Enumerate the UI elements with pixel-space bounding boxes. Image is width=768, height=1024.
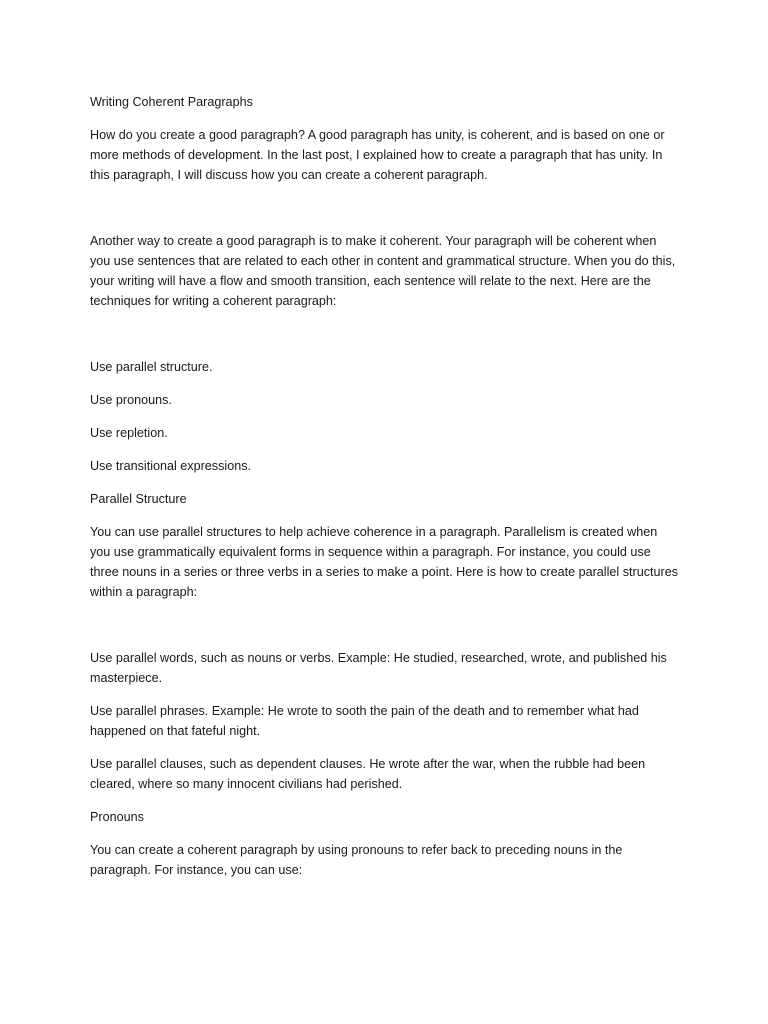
pronouns-heading: Pronouns bbox=[90, 810, 144, 824]
document-page bbox=[90, 92, 680, 893]
parallel-item: Use parallel clauses, such as dependent clauses. He wrote after the war, when the rubble had been cleared, where so many innocent civilians had perished. bbox=[90, 757, 646, 791]
parallel-structure-heading: Parallel Structure bbox=[90, 492, 187, 506]
technique-item: Use pronouns. bbox=[90, 393, 172, 407]
technique-item: Use parallel structure. bbox=[90, 360, 213, 374]
blank-line bbox=[90, 615, 680, 648]
blank-line bbox=[90, 198, 680, 231]
parallel-item: Use parallel phrases. Example: He wrote to sooth the pain of the death and to remember what had happened on that fateful night. bbox=[90, 704, 639, 738]
technique-item: Use repletion. bbox=[90, 426, 168, 440]
technique-item: Use transitional expressions. bbox=[90, 459, 251, 473]
document-title: Writing Coherent Paragraphs bbox=[90, 95, 253, 109]
parallel-item: Use parallel words, such as nouns or verbs. Example: He studied, researched, wrote, and published his masterpiece. bbox=[90, 651, 667, 685]
coherence-paragraph: Another way to create a good paragraph is to make it coherent. Your paragraph will be coherent when you use sentences that are related to each other in content and grammatical structure. When you do this, your writing will have a flow and smooth transition, each sentence will relate to the next. Here are the techniques for writing a coherent paragraph: bbox=[90, 234, 676, 308]
blank-line bbox=[90, 324, 680, 357]
intro-paragraph: How do you create a good paragraph? A good paragraph has unity, is coherent, and is based on one or more methods of development. In the last post, I explained how to create a paragraph that has unity. In this paragraph, I will discuss how you can create a coherent paragraph. bbox=[90, 128, 665, 182]
pronouns-paragraph: You can create a coherent paragraph by using pronouns to refer back to preceding nouns in the paragraph. For instance, you can use: bbox=[90, 843, 623, 877]
parallel-structure-paragraph: You can use parallel structures to help achieve coherence in a paragraph. Parallelism is created when you use grammatically equivalent forms in sequence within a paragraph. For instance, you could use three nouns in a series or three verbs in a series to make a point. Here is how to create parallel structures within a paragraph: bbox=[90, 525, 678, 599]
